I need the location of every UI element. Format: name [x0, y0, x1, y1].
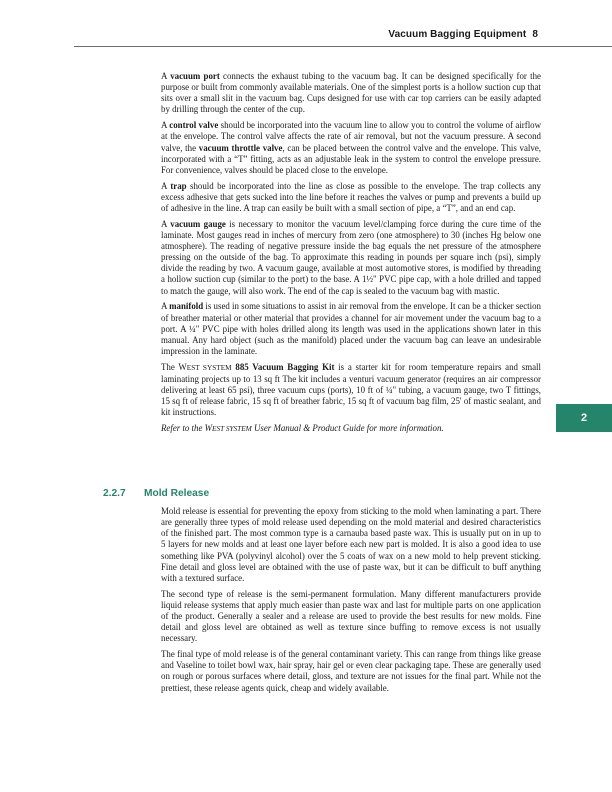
text-run: should be incorporated into the vacuum line to allow you to control the volume of airflow at the envelope. The control valve affects the rate of air removal, but not the vacuum pressure. A second valve, the [161, 120, 542, 153]
chapter-tab-label: 2 [580, 412, 588, 424]
text-run: User Manual & Product Guide for more information. [251, 423, 444, 434]
bold-term: vacuum throttle valve [198, 142, 283, 153]
text-run: EST SYSTEM [186, 363, 232, 372]
header-rule [74, 46, 612, 47]
bold-term: manifold [169, 301, 204, 312]
paragraph [161, 649, 541, 694]
paragraph [161, 219, 541, 297]
header-title: Vacuum Bagging Equipment [388, 29, 527, 40]
paragraph [161, 589, 541, 645]
bold-term: vacuum gauge [170, 218, 226, 229]
body-text [161, 71, 541, 440]
text-run: Mold release is essential for preventing the epoxy from sticking to the mold when laminating a part. There are generally three types of mold release used depending on the mold material and desired characteristics of the finished part. The most common type is a carnauba based paste wax. This is usually put on in up to 5 layers for new molds and at least one layer before each new part is molded. It is also a good idea to use something like PVA (polyvinyl alcohol) over the 5 coats of wax on a new mold to help prevent sticking. Fine detail and gloss level are obtained with the use of paste wax, but it can be difficult to buff anything with a textured surface. [161, 506, 541, 583]
paragraph [161, 362, 541, 419]
text-run: A [161, 180, 171, 191]
paragraph [161, 181, 541, 214]
text-run: A [161, 218, 171, 229]
section-heading [103, 488, 209, 499]
text-run: is used in some situations to assist in air removal from the envelope. It can be a thicker section of breather material or other material that provides a channel for air movement under the vacuum bag to a port. A ¼" PVC pipe with holes drilled along its length was used in the applications shown later in this manual. Any hard object (such as the manifold) placed under the vacuum bag can leave an undesirable impression in the laminate. [161, 301, 541, 356]
reference-note [161, 423, 541, 435]
text-run: , can be placed between the control valve and the envelope. This valve, incorporated with a “T” fitting, acts as an adjustable leak in the system to control the envelope pressure. For convenience, valves should be placed close to the envelope. [161, 142, 541, 175]
text-run: A [161, 301, 170, 312]
bold-term: trap [170, 180, 187, 191]
text-run: The final type of mold release is of the general contaminant variety. This can range from things like grease and Vaseline to toilet bowl wax, hair spray, hair gel or even clear packaging tape. These are generally used on rough or porous surfaces where detail, gloss, and texture are not issues for the final part. While not the prettiest, these release agents quick, cheap and widely available. [161, 649, 541, 693]
paragraph [161, 301, 541, 357]
text-run: The second type of release is the semi-permanent formulation. Many different manufacturers provide liquid release systems that apply much easier than paste wax and last for multiple parts on one application of the product. Generally a sealer and a release are used to provide the best results for new molds. Fine detail and gloss level are obtained as well as texture since buffing to remove excess is not usually necessary. [161, 588, 541, 644]
text-run: should be incorporated into the line as close as possible to the envelope. The trap collects any excess adhesive that gets sucked into the line before it reaches the valves or pump and prevents a build up of adhesive in the line. A trap can easily be built with a small section of pipe, a “T”, and an end cap. [161, 180, 541, 213]
text-run: A [161, 120, 170, 131]
chapter-tab [556, 404, 612, 432]
paragraph [161, 71, 541, 116]
paragraph [161, 120, 541, 176]
text-run: Refer to the W [161, 423, 213, 434]
text-run: The W [161, 361, 187, 372]
section-number: 2.2.7 [103, 488, 126, 499]
text-run: is necessary to monitor the vacuum level/clamping force during the cure time of the laminate. Most gauges read in inches of mercury from zero (one atmosphere) to 30 (inches Hg below one atmosphere). The reading of negative pressure inside the bag equals the net pressure of the atmosphere pressing on the outside of the bag. To approximate this reading in pounds per square inch (psi), simply divide the reading by two. A vacuum gauge, available at most automotive stores, is modified by threading a hollow suction cup (similar to the port) to the base. A 1½" PVC pipe cap, with a hole drilled and tapped to match the gauge, will also work. The end of the cap is sealed to the vacuum bag with mastic. [161, 218, 541, 296]
page-number: 8 [532, 29, 538, 40]
bold-term: control valve [169, 120, 219, 131]
text-run: EST SYSTEM [212, 425, 252, 434]
text-run: is a starter kit for room temperature repairs and small laminating projects up to 13 sq ft The kit includes a venturi vacuum generator (requires an air compressor delivering at least 65 psi), three vacuum cups (ports), 10 ft of ¼" tubing, a vacuum gauge, two T fittings, 15 sq ft of release fabric, 15 sq ft of breather fabric, 15 sq ft of vacuum bag film, 25' of mastic sealant, and kit instructions. [161, 361, 541, 418]
paragraph [161, 506, 541, 584]
bold-term: 885 Vacuum Bagging Kit [235, 361, 335, 372]
text-run: connects the exhaust tubing to the vacuum bag. It can be designed specifically for the purpose or built from commonly available materials. One of the simplest ports is a hollow suction cup that sits over a small slit in the vacuum bag. Cups designed for use with car top carriers can be easily adapted by drilling through the center of the cup. [161, 71, 541, 115]
section-title: Mold Release [144, 488, 210, 499]
bold-term: vacuum port [170, 71, 220, 81]
section-body-text [161, 506, 541, 698]
text-run: A [161, 71, 171, 81]
page-header [388, 29, 538, 40]
